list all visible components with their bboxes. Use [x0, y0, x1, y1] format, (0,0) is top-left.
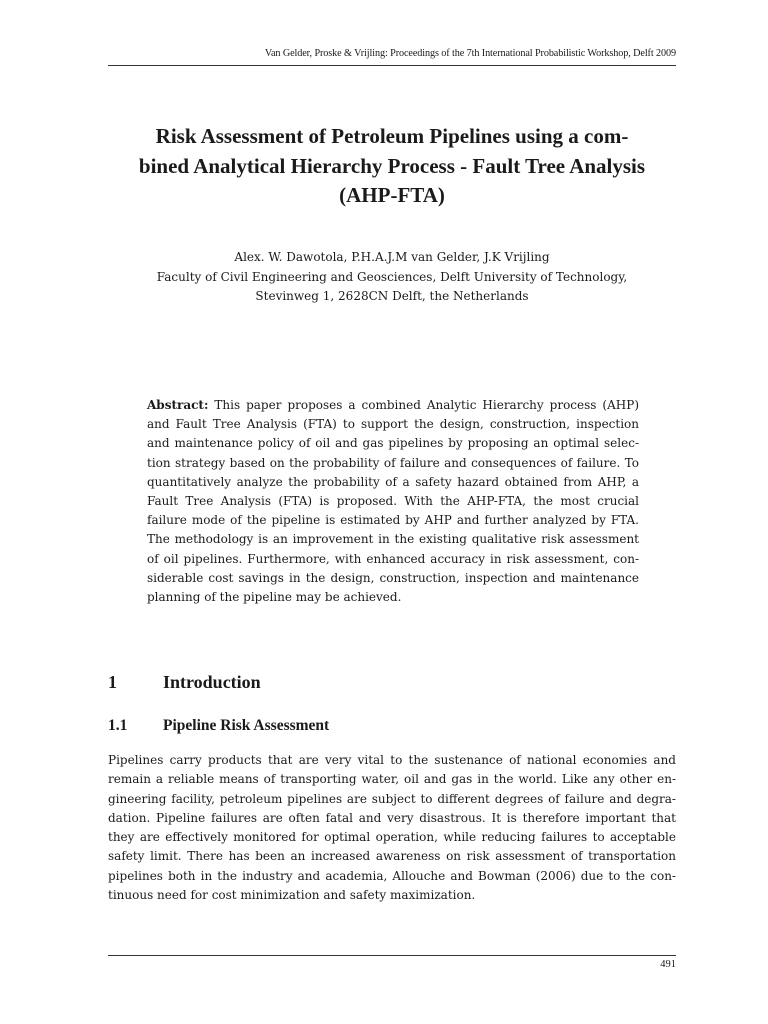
subsection-heading [108, 717, 329, 735]
abstract-label: Abstract: [147, 398, 209, 412]
author-names: Alex. W. Dawotola, P.H.A.J.M van Gelder, J.K Vrijling [234, 250, 550, 264]
author-block [108, 248, 676, 307]
title-line: (AHP-FTA) [339, 183, 445, 207]
abstract-first-line: This paper proposes a combined Analytic Hierarchy process (AHP) [208, 398, 639, 412]
paragraph-line: they are effectively monitored for optimal operation, while reducing failures to acceptable [108, 830, 676, 845]
author-address: Stevinweg 1, 2628CN Delft, the Netherlands [255, 289, 529, 303]
paper-title [108, 122, 676, 211]
section-title: Introduction [163, 672, 261, 692]
paragraph-line: safety limit. There has been an increased awareness on risk assessment of transportation [108, 849, 676, 864]
paragraph-line: Pipelines carry products that are very vital to the sustenance of national economies and [108, 753, 676, 767]
paragraph-line: dation. Pipeline failures are often fatal and very disastrous. It is therefore important that [108, 810, 676, 825]
abstract-line: tion strategy based on the probability of failure and consequences of failure. To [147, 455, 639, 470]
abstract-line [147, 396, 639, 415]
author-affiliation: Faculty of Civil Engineering and Geosciences, Delft University of Technology, [156, 269, 628, 284]
page-number: 491 [660, 959, 676, 970]
subsection-title: Pipeline Risk Assessment [163, 717, 330, 734]
title-line: bined Analytical Hierarchy Process - Fault Tree Analysis [138, 153, 646, 178]
paragraph-line: gineering facility, petroleum pipelines are subject to different degrees of failure and degra- [108, 791, 676, 806]
abstract-line: siderable cost savings in the design, construction, inspection and maintenance [147, 570, 639, 585]
paragraph-line: tinuous need for cost minimization and safety maximization. [108, 888, 476, 903]
abstract-line: Fault Tree Analysis (FTA) is proposed. With the AHP-FTA, the most crucial [147, 494, 639, 509]
section-heading [108, 672, 261, 693]
paragraph-line: remain a reliable means of transporting water, oil and gas in the world. Like any other en- [108, 772, 676, 787]
abstract-line: failure mode of the pipeline is estimated by AHP and further analyzed by FTA. [147, 513, 639, 528]
paragraph-line: pipelines both in the industry and academia, Allouche and Bowman (2006) due to the con- [108, 868, 676, 883]
abstract-line: planning of the pipeline may be achieved. [147, 590, 402, 605]
abstract-line: and maintenance policy of oil and gas pipelines by proposing an optimal selec- [147, 436, 639, 451]
abstract-line: The methodology is an improvement in the existing qualitative risk assessment [147, 532, 639, 547]
abstract [147, 396, 639, 607]
footer-rule [108, 955, 676, 956]
section-number: 1 [108, 672, 117, 692]
abstract-line: quantitatively analyze the probability of a safety hazard obtained from AHP, a [147, 474, 639, 489]
abstract-line: and Fault Tree Analysis (FTA) to support the design, construction, inspection [147, 417, 639, 432]
header-rule [108, 65, 676, 66]
body-paragraph [108, 751, 676, 905]
subsection-number: 1.1 [108, 717, 128, 734]
title-line: Risk Assessment of Petroleum Pipelines using a com- [155, 124, 629, 148]
running-head: Van Gelder, Proske & Vrijling: Proceedings of the 7th International Probabilistic Workshop, Delft 2009 [264, 48, 676, 59]
abstract-line: of oil pipelines. Furthermore, with enhanced accuracy in risk assessment, con- [147, 551, 639, 566]
